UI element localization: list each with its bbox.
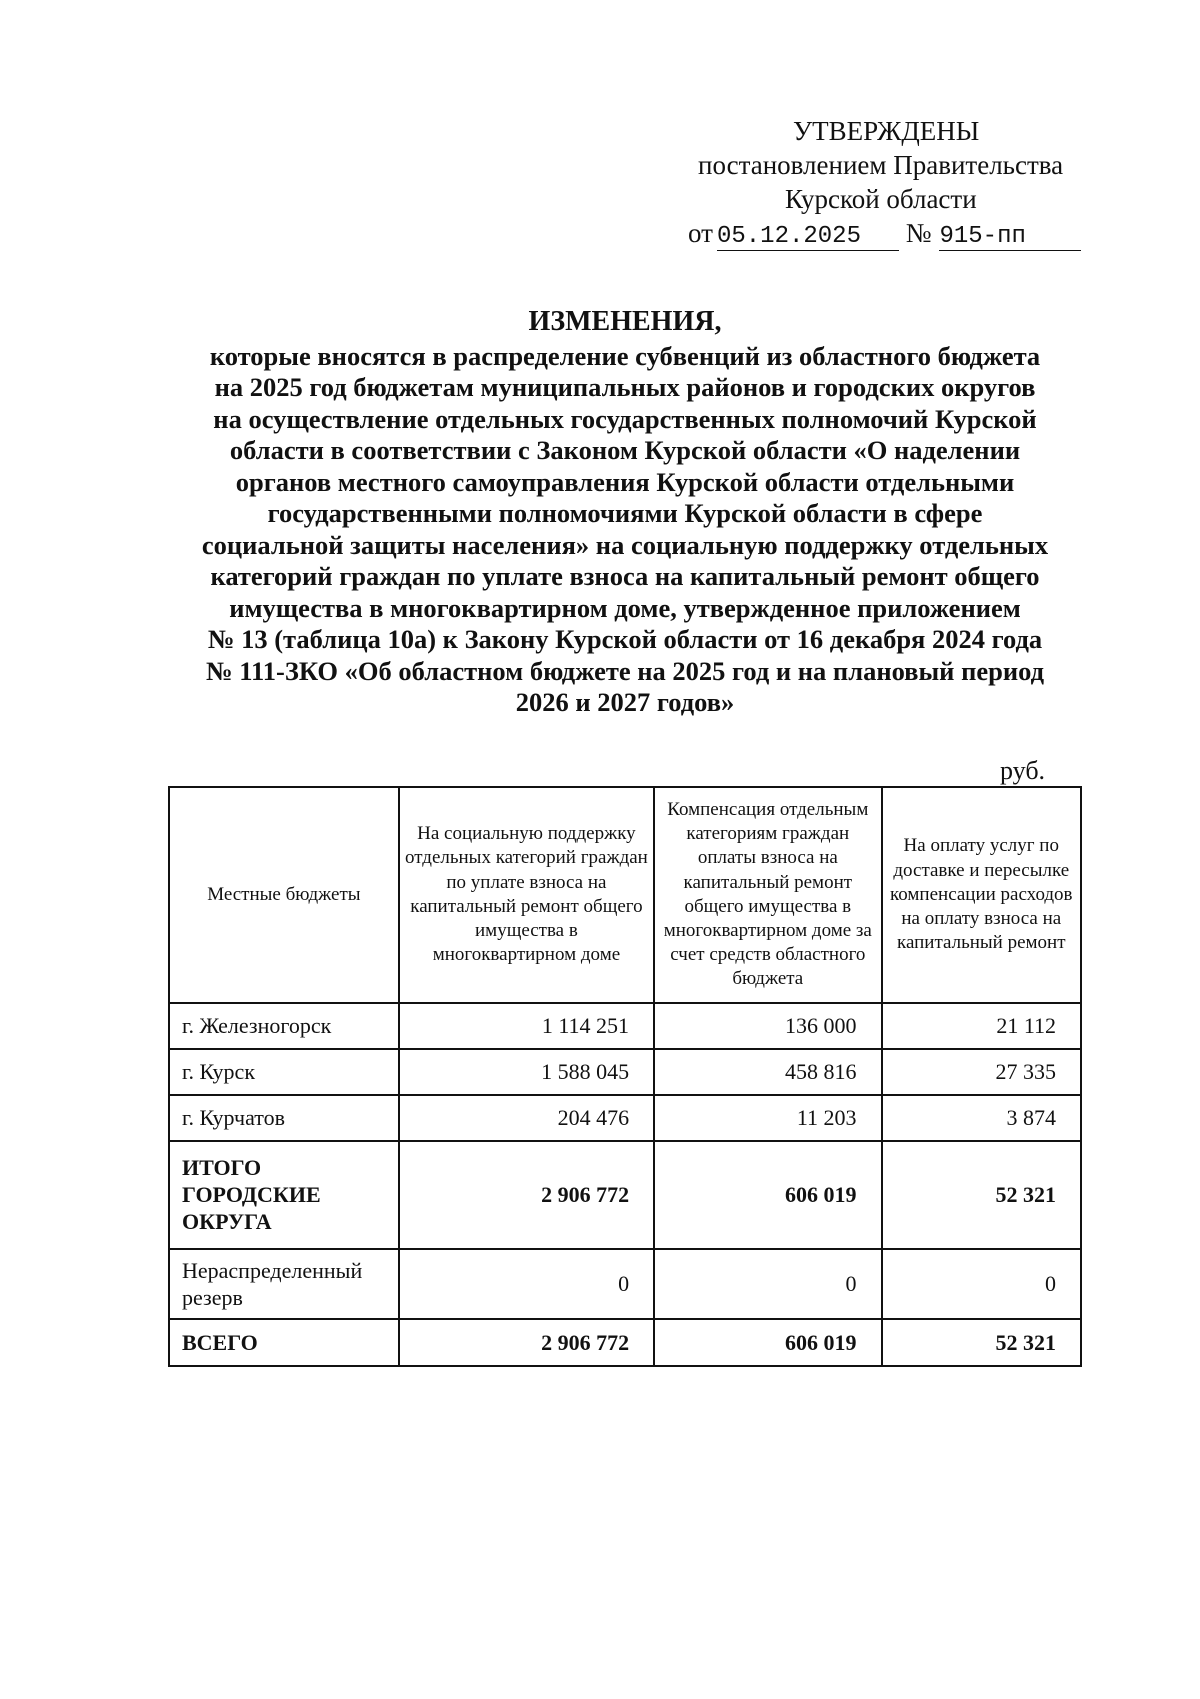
- title-line: которые вносятся в распределение субвенций из областного бюджета: [209, 340, 1041, 371]
- table-row-subtotal: [169, 1141, 1081, 1249]
- cell-compensation: 0: [654, 1249, 881, 1319]
- cell-compensation: 606 019: [654, 1141, 881, 1249]
- cell-social-support: 0: [399, 1249, 654, 1319]
- title-line: органов местного самоуправления Курской области отдельными: [235, 466, 1015, 497]
- table-row-reserve: [169, 1249, 1081, 1319]
- cell-delivery: 52 321: [882, 1141, 1081, 1249]
- table-row: [169, 1049, 1081, 1095]
- document-title: [165, 306, 1085, 719]
- currency-unit: руб.: [1000, 756, 1046, 785]
- cell-social-support: 1 114 251: [399, 1003, 654, 1049]
- title-line: области в соответствии с Законом Курской области «О наделении: [229, 435, 1021, 465]
- cell-delivery: 52 321: [882, 1319, 1081, 1366]
- row-name: ИТОГО ГОРОДСКИЕ ОКРУГА: [169, 1141, 399, 1249]
- approval-block: [688, 114, 1088, 251]
- approval-line-region: Курской области: [785, 184, 977, 214]
- title-line: категорий граждан по уплате взноса на капитальный ремонт общего: [210, 561, 1040, 591]
- row-name: г. Курск: [169, 1049, 399, 1095]
- header-social-support: На социальную поддержку отдельных категорий граждан по уплате взноса на капитальный ремонт общего имущества в многоквартирном доме: [399, 787, 654, 1003]
- table-row-total: [169, 1319, 1081, 1366]
- cell-compensation: 136 000: [654, 1003, 881, 1049]
- title-heading: ИЗМЕНЕНИЯ,: [528, 306, 722, 337]
- title-line: имущества в многоквартирном доме, утвержденное приложением: [229, 592, 1021, 623]
- approval-heading: УТВЕРЖДЕНЫ: [793, 116, 980, 146]
- row-name: г. Железногорск: [169, 1003, 399, 1049]
- cell-compensation: 606 019: [654, 1319, 881, 1366]
- approval-line-resolution: постановлением Правительства: [698, 150, 1064, 180]
- title-line: на 2025 год бюджетам муниципальных районов и городских округов: [214, 372, 1036, 402]
- row-name: Нераспределенный резерв: [169, 1249, 399, 1319]
- cell-social-support: 204 476: [399, 1095, 654, 1141]
- title-line: № 111-ЗКО «Об областном бюджете на 2025 год и на плановый период: [205, 655, 1045, 686]
- title-line: № 13 (таблица 10а) к Закону Курской области от 16 декабря 2024 года: [207, 624, 1043, 654]
- cell-compensation: 458 816: [654, 1049, 881, 1095]
- cell-delivery: 21 112: [882, 1003, 1081, 1049]
- header-compensation: Компенсация отдельным категориям граждан оплаты взноса на капитальный ремонт общего имущества в многоквартирном доме за счет средств областного бюджета: [654, 787, 881, 1003]
- header-delivery-services: На оплату услуг по доставке и пересылке компенсации расходов на оплату взноса на капитальный ремонт: [882, 787, 1081, 1003]
- resolution-number: 915-пп: [939, 224, 1081, 251]
- table-row: [169, 1003, 1081, 1049]
- title-line: государственными полномочиями Курской области в сфере: [267, 498, 983, 528]
- row-name: ВСЕГО: [169, 1319, 399, 1366]
- table-row: [169, 1095, 1081, 1141]
- cell-social-support: 1 588 045: [399, 1049, 654, 1095]
- cell-social-support: 2 906 772: [399, 1141, 654, 1249]
- title-line: социальной защиты населения» на социальную поддержку отдельных: [201, 529, 1049, 560]
- date-prefix: от: [688, 218, 713, 248]
- resolution-date: 05.12.2025: [717, 224, 899, 251]
- cell-delivery: 0: [882, 1249, 1081, 1319]
- cell-delivery: 3 874: [882, 1095, 1081, 1141]
- title-line: 2026 и 2027 годов»: [515, 687, 735, 717]
- cell-social-support: 2 906 772: [399, 1319, 654, 1366]
- header-local-budgets: Местные бюджеты: [169, 787, 399, 1003]
- title-line: на осуществление отдельных государственных полномочий Курской: [213, 403, 1037, 434]
- cell-compensation: 11 203: [654, 1095, 881, 1141]
- table-header-row: [169, 787, 1081, 1003]
- subvention-table: [168, 786, 1082, 1367]
- row-name: г. Курчатов: [169, 1095, 399, 1141]
- cell-delivery: 27 335: [882, 1049, 1081, 1095]
- approval-date-number: [688, 216, 1088, 251]
- number-prefix: №: [905, 218, 932, 248]
